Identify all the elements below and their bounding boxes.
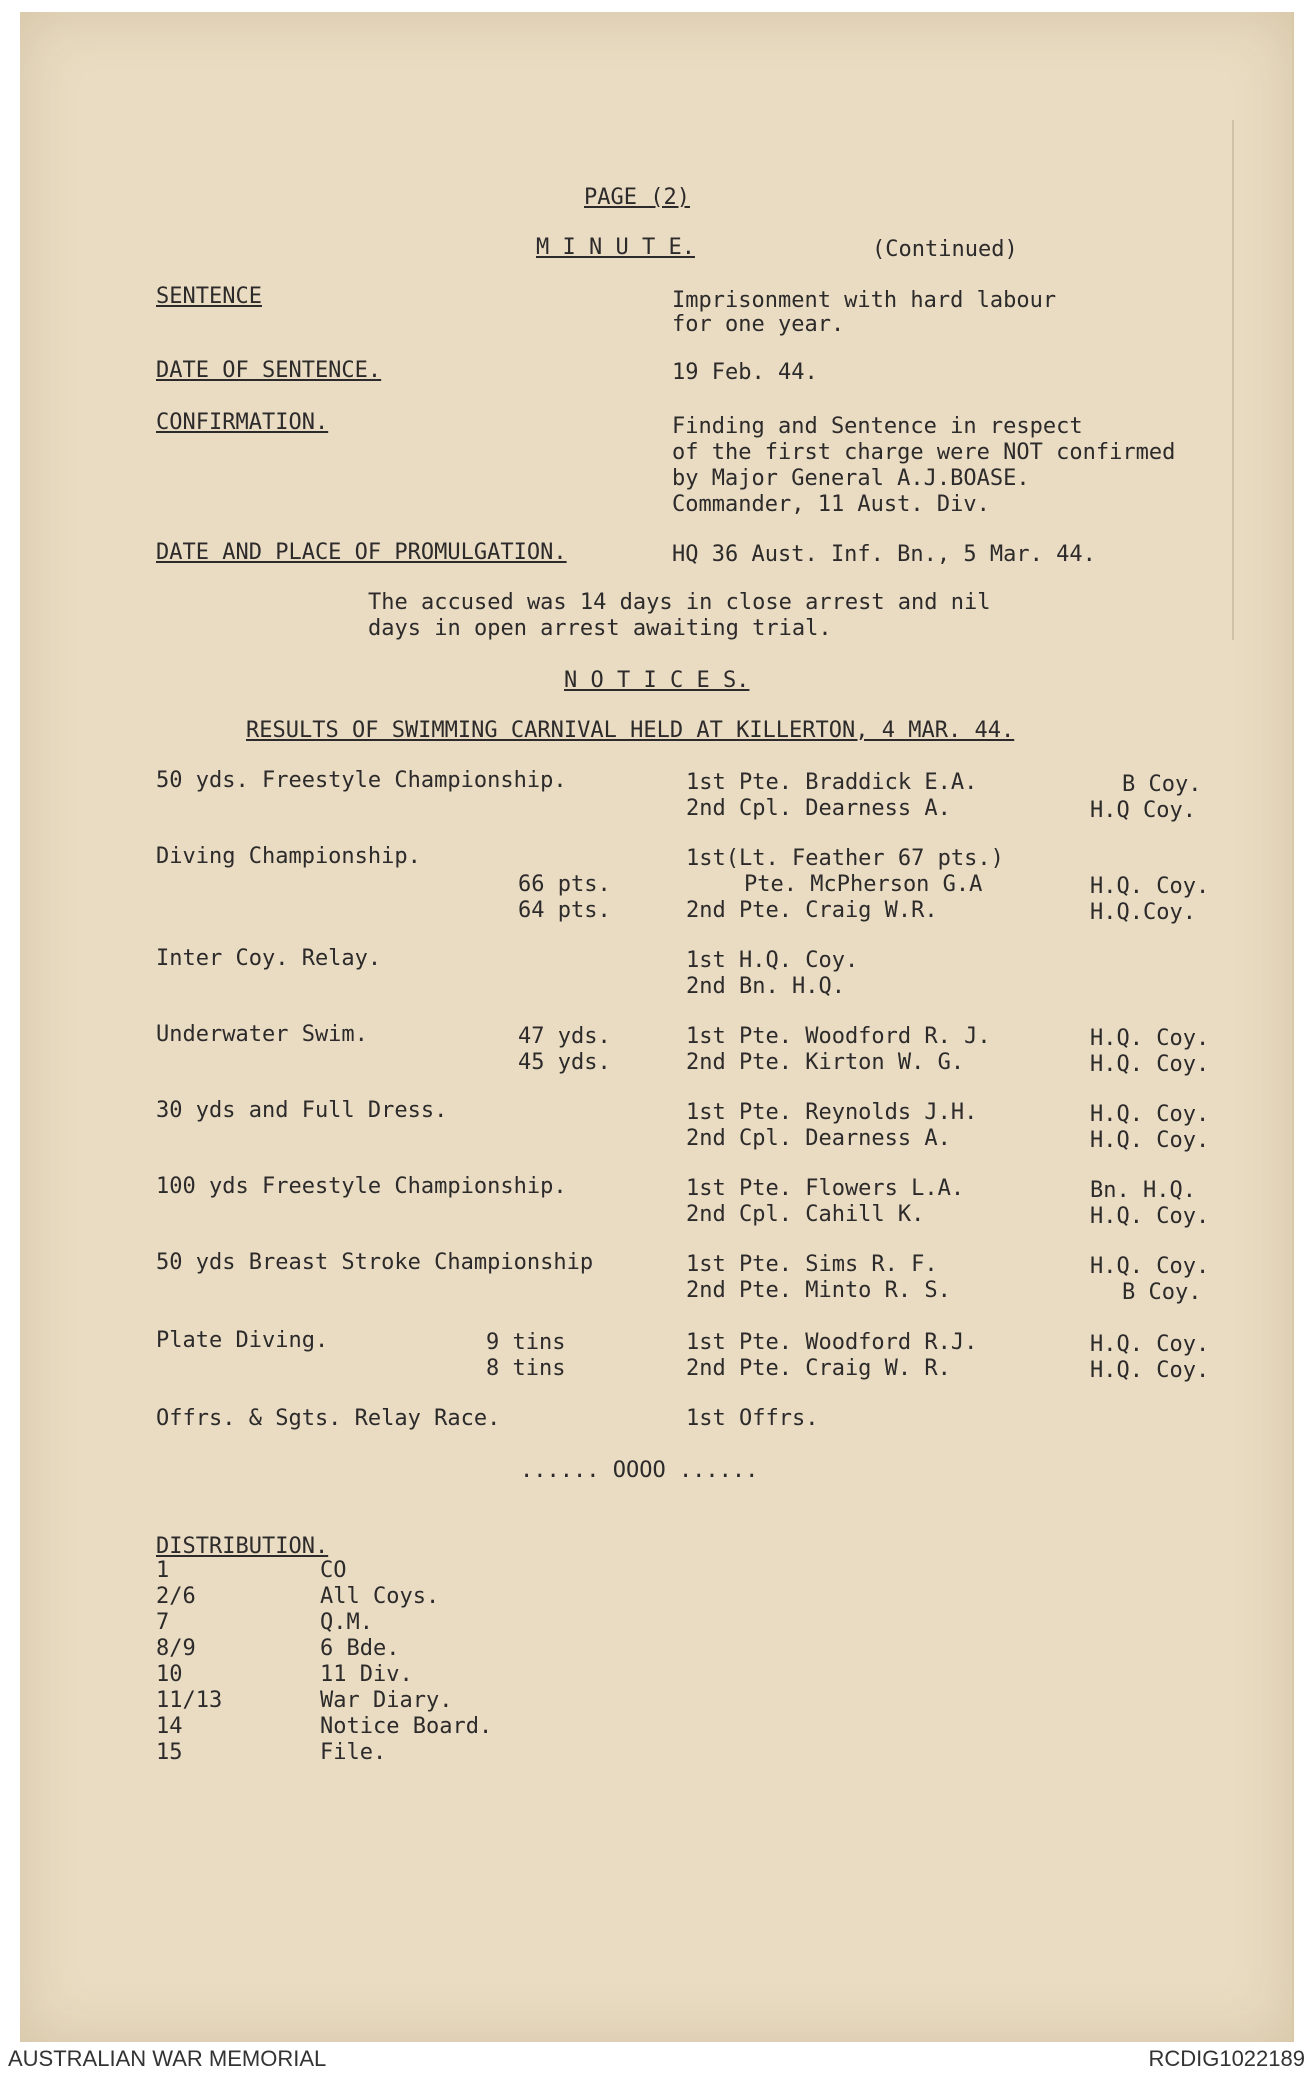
event-result-2: 2nd Cpl. Dearness A.	[686, 1126, 951, 1151]
event-result-2: 2nd Cpl. Dearness A.	[686, 796, 951, 821]
event-result-1: Pte. McPherson G.A	[744, 872, 983, 897]
page-fold-line	[1232, 120, 1234, 640]
event-score-2: 45 yds.	[518, 1050, 611, 1075]
event-unit-2: H.Q. Coy.	[1090, 1204, 1210, 1229]
event-score-1: 66 pts.	[518, 872, 611, 897]
distribution-recipient: War Diary.	[320, 1688, 453, 1713]
event-unit-2: H.Q. Coy.	[1090, 1358, 1210, 1383]
distribution-label: DISTRIBUTION.	[156, 1534, 329, 1559]
sentence-label: SENTENCE	[156, 284, 262, 309]
event-result-0: 1st(Lt. Feather 67 pts.)	[686, 846, 1004, 871]
promulgation-value: HQ 36 Aust. Inf. Bn., 5 Mar. 44.	[672, 542, 1096, 567]
event-result-1: 1st Pte. Woodford R.J.	[686, 1330, 978, 1355]
event-unit-1: H.Q. Coy.	[1090, 1254, 1210, 1279]
distribution-recipient: File.	[320, 1740, 387, 1765]
page-label: PAGE (2)	[584, 185, 690, 210]
event-unit-1: H.Q. Coy.	[1090, 1026, 1210, 1051]
event-score-1: 9 tins	[486, 1330, 566, 1355]
minute-continued: (Continued)	[872, 237, 1018, 262]
results-title: RESULTS OF SWIMMING CARNIVAL HELD AT KILLERTON, 4 MAR. 44.	[246, 718, 1015, 743]
sentence-line-2: for one year.	[672, 312, 845, 337]
distribution-recipient: 6 Bde.	[320, 1636, 400, 1661]
confirmation-label: CONFIRMATION.	[156, 410, 329, 435]
event-unit-1: Bn. H.Q.	[1090, 1178, 1196, 1203]
event-unit-1: H.Q. Coy.	[1090, 874, 1210, 899]
footer-source: AUSTRALIAN WAR MEMORIAL	[8, 2046, 327, 2071]
event-name: 50 yds Breast Stroke Championship	[156, 1250, 594, 1275]
event-name: 100 yds Freestyle Championship.	[156, 1174, 567, 1199]
distribution-number: 8/9	[156, 1636, 196, 1661]
event-unit-2: H.Q.Coy.	[1090, 900, 1196, 925]
event-name: 50 yds. Freestyle Championship.	[156, 768, 567, 793]
minute-title: M I N U T E.	[536, 235, 695, 260]
distribution-recipient: 11 Div.	[320, 1662, 413, 1687]
event-result-1: 1st H.Q. Coy.	[686, 948, 859, 973]
event-unit-1: H.Q. Coy.	[1090, 1102, 1210, 1127]
distribution-recipient: Q.M.	[320, 1610, 373, 1635]
notices-title: N O T I C E S.	[564, 668, 750, 693]
event-result-2: 2nd Pte. Craig W.R.	[686, 898, 938, 923]
event-score-2: 64 pts.	[518, 898, 611, 923]
event-unit-1: B Coy.	[1122, 772, 1202, 797]
event-result-2: 2nd Cpl. Cahill K.	[686, 1202, 925, 1227]
event-result-2: 2nd Pte. Kirton W. G.	[686, 1050, 965, 1075]
arrest-line-1: The accused was 14 days in close arrest and nil	[368, 590, 991, 615]
event-result-2: 2nd Pte. Craig W. R.	[686, 1356, 951, 1381]
event-result-2: 2nd Pte. Minto R. S.	[686, 1278, 951, 1303]
distribution-number: 15	[156, 1740, 183, 1765]
event-name: Diving Championship.	[156, 844, 421, 869]
promulgation-label: DATE AND PLACE OF PROMULGATION.	[156, 540, 567, 565]
event-name: Inter Coy. Relay.	[156, 946, 382, 971]
confirmation-line-1: Finding and Sentence in respect	[672, 414, 1083, 439]
event-result-1: 1st Offrs.	[686, 1406, 819, 1431]
confirmation-line-2: of the first charge were NOT confirmed	[672, 440, 1176, 465]
confirmation-line-3: by Major General A.J.BOASE.	[672, 466, 1030, 491]
separator-line: ...... OOOO ......	[520, 1458, 759, 1483]
date-of-sentence-label: DATE OF SENTENCE.	[156, 358, 382, 383]
distribution-number: 14	[156, 1714, 183, 1739]
event-result-1: 1st Pte. Sims R. F.	[686, 1252, 938, 1277]
confirmation-line-4: Commander, 11 Aust. Div.	[672, 492, 990, 517]
distribution-number: 11/13	[156, 1688, 223, 1713]
event-score-1: 47 yds.	[518, 1024, 611, 1049]
distribution-recipient: CO	[320, 1558, 347, 1583]
footer-id: RCDIG1022189	[1148, 2046, 1305, 2071]
event-name: Offrs. & Sgts. Relay Race.	[156, 1406, 501, 1431]
arrest-line-2: days in open arrest awaiting trial.	[368, 616, 832, 641]
distribution-number: 7	[156, 1610, 170, 1635]
event-result-2: 2nd Bn. H.Q.	[686, 974, 845, 999]
event-result-1: 1st Pte. Reynolds J.H.	[686, 1100, 978, 1125]
distribution-recipient: All Coys.	[320, 1584, 440, 1609]
event-unit-2: H.Q Coy.	[1090, 798, 1196, 823]
event-unit-2: H.Q. Coy.	[1090, 1052, 1210, 1077]
event-unit-2: B Coy.	[1122, 1280, 1202, 1305]
event-name: Underwater Swim.	[156, 1022, 368, 1047]
date-of-sentence-value: 19 Feb. 44.	[672, 360, 818, 385]
event-result-1: 1st Pte. Braddick E.A.	[686, 770, 978, 795]
distribution-number: 10	[156, 1662, 183, 1687]
event-result-1: 1st Pte. Woodford R. J.	[686, 1024, 991, 1049]
event-score-2: 8 tins	[486, 1356, 566, 1381]
event-name: Plate Diving.	[156, 1328, 329, 1353]
event-name: 30 yds and Full Dress.	[156, 1098, 448, 1123]
event-unit-1: H.Q. Coy.	[1090, 1332, 1210, 1357]
event-unit-2: H.Q. Coy.	[1090, 1128, 1210, 1153]
sentence-line-1: Imprisonment with hard labour	[672, 288, 1057, 313]
distribution-recipient: Notice Board.	[320, 1714, 493, 1739]
distribution-number: 1	[156, 1558, 170, 1583]
distribution-number: 2/6	[156, 1584, 196, 1609]
event-result-1: 1st Pte. Flowers L.A.	[686, 1176, 965, 1201]
